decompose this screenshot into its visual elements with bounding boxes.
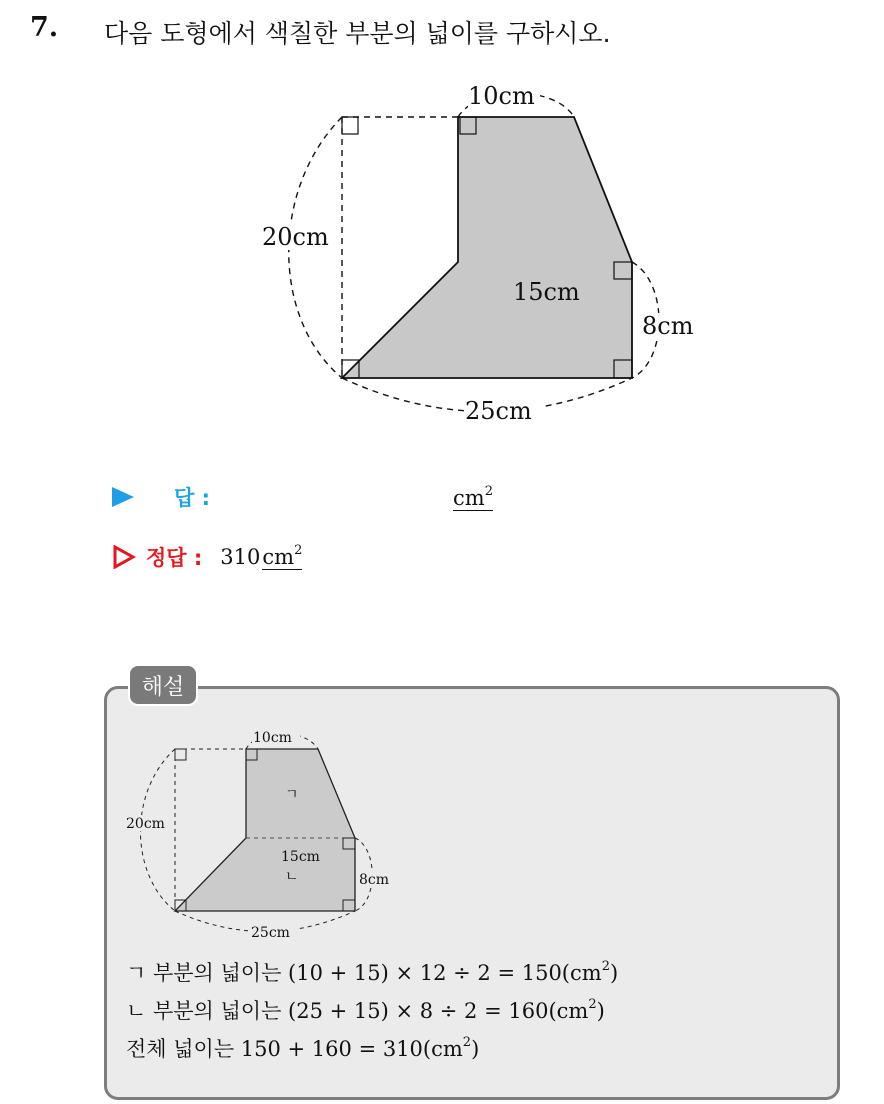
sol-label-top: 10cm xyxy=(253,730,292,746)
blue-triangle-icon xyxy=(112,487,134,507)
solution-line-2 xyxy=(126,995,605,1025)
correct-unit: cm xyxy=(262,545,295,569)
sol-label-right: 8cm xyxy=(359,872,390,888)
solution-line-3-close: ) xyxy=(471,1037,480,1061)
solution-line-1-text: ㄱ 부분의 넓이는 (10 + 15) × 12 ÷ 2 = 150(cm xyxy=(126,961,602,985)
solution-line-3-exp: 2 xyxy=(462,1035,472,1050)
main-figure xyxy=(250,78,710,428)
label-middle: 15cm xyxy=(513,278,580,306)
region-b-label: ㄴ xyxy=(285,869,299,885)
region-a-label: ㄱ xyxy=(285,787,299,803)
answer-unit-blank[interactable] xyxy=(453,482,493,511)
solution-line-2-close: ) xyxy=(596,999,605,1023)
question-number: 7. xyxy=(30,12,59,43)
label-left: 20cm xyxy=(262,223,329,251)
shaded-region xyxy=(342,117,632,378)
solution-line-1-close: ) xyxy=(609,961,619,985)
sol-label-left: 20cm xyxy=(126,816,165,832)
solution-tag: 해설 xyxy=(128,664,198,706)
label-top: 10cm xyxy=(468,82,535,110)
solution-line-2-text: ㄴ 부분의 넓이는 (25 + 15) × 8 ÷ 2 = 160(cm xyxy=(126,999,589,1023)
correct-row xyxy=(112,542,302,572)
correct-unit-exp: 2 xyxy=(294,543,303,558)
solution-line-1-exp: 2 xyxy=(601,959,610,974)
sol-label-bottom: 25cm xyxy=(251,925,290,941)
solution-line-2-exp: 2 xyxy=(588,997,597,1012)
correct-value-wrap xyxy=(220,545,302,569)
answer-unit-exp: 2 xyxy=(484,484,493,499)
correct-label: 정답 : xyxy=(146,546,203,570)
sol-label-middle: 15cm xyxy=(281,849,320,865)
question-text: 다음 도형에서 색칠한 부분의 넓이를 구하시오. xyxy=(104,19,611,48)
solution-line-1 xyxy=(126,957,618,987)
correct-value: 310 xyxy=(220,545,261,569)
label-right: 8cm xyxy=(642,312,694,340)
solution-figure xyxy=(120,724,400,946)
solution-shaded-region xyxy=(175,749,355,911)
label-bottom: 25cm xyxy=(465,397,532,425)
answer-label: 답 : xyxy=(174,486,210,510)
solution-line-3-text: 전체 넓이는 150 + 160 = 310(cm xyxy=(126,1037,463,1061)
answer-row xyxy=(112,482,210,512)
red-triangle-icon xyxy=(112,545,136,569)
solution-line-3 xyxy=(126,1033,479,1063)
answer-unit: cm xyxy=(453,486,485,510)
